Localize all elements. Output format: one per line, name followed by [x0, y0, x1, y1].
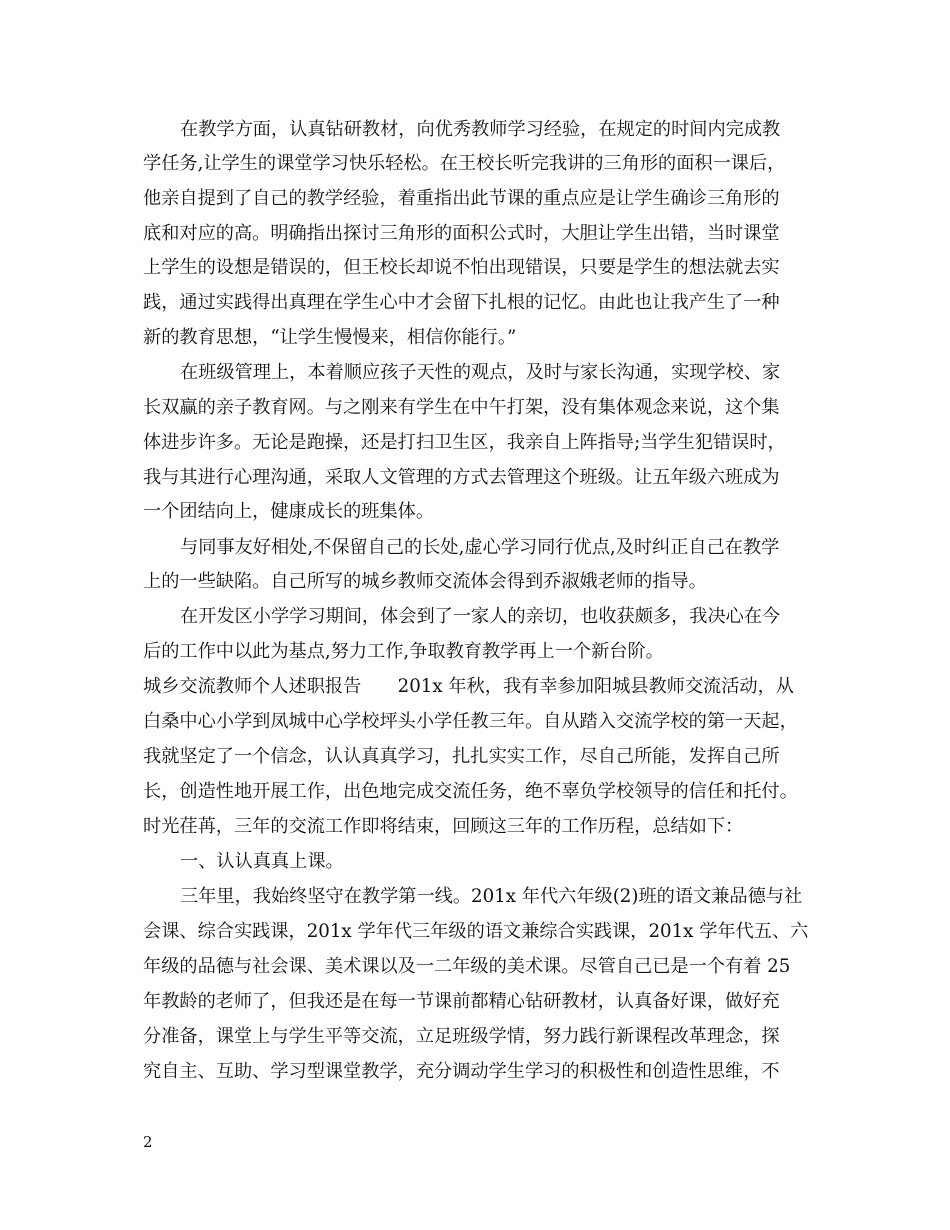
- text-line: 我就坚定了一个信念，认认真真学习，扎扎实实工作，尽自己所能，发挥自己所: [143, 746, 780, 767]
- text-line: 白桑中心小学到凤城中心学校坪头小学任教三年。自从踏入交流学校的第一天起，: [143, 711, 798, 732]
- text-line: 年教龄的老师了，但我还是在每一节课前都精心钻研教材，认真备好课，做好充: [143, 991, 780, 1012]
- text-line: 长双赢的亲子教育网。与之刚来有学生在中午打架，没有集体观念来说，这个集: [143, 397, 780, 418]
- text-line: 究自主、互助、学习型课堂教学，充分调动学生学习的积极性和创造性思维，不: [143, 1061, 780, 1082]
- text-line: 一个团结向上，健康成长的班集体。: [143, 501, 435, 522]
- section-heading: 一、认认真真上课。: [180, 851, 344, 872]
- text-line: 他亲自提到了自己的教学经验，着重指出此节课的重点应是让学生确诊三角形的: [143, 188, 780, 209]
- text-line: 体进步许多。无论是跑操，还是打扫卫生区，我亲自上阵指导;当学生犯错误时，: [143, 432, 786, 453]
- text-line: 上学生的设想是错误的，但王校长却说不怕出现错误，只要是学生的想法就去实: [143, 257, 780, 278]
- page-number: 2: [143, 1133, 153, 1151]
- text-line: 学任务,让学生的课堂学习快乐轻松。在王校长听完我讲的三角形的面积一课后，: [143, 153, 786, 174]
- text-line: 长，创造性地开展工作，出色地完成交流任务，绝不辜负学校领导的信任和托付。: [143, 781, 798, 802]
- text-line: 践，通过实践得出真理在学生心中才会留下扎根的记忆。由此也让我产生了一种: [143, 292, 780, 313]
- text-line: 分准备，课堂上与学生平等交流，立足班级学情，努力践行新课程改革理念，探: [143, 1026, 780, 1047]
- text-line: 在班级管理上，本着顺应孩子天性的观点，及时与家长沟通，实现学校、家: [180, 362, 781, 383]
- text-line: 后的工作中以此为基点,努力工作,争取教育教学再上一个新台阶。: [143, 641, 664, 662]
- text-line: 城乡交流教师个人述职报告 201x 年秋，我有幸参加阳城县教师交流活动，从: [143, 676, 794, 697]
- text-line: 我与其进行心理沟通，采取人文管理的方式去管理这个班级。让五年级六班成为: [143, 467, 780, 488]
- text-line: 年级的品德与社会课、美术课以及一二年级的美术课。尽管自己已是一个有着 25: [143, 956, 791, 977]
- text-line: 在开发区小学学习期间，体会到了一家人的亲切，也收获颇多，我决心在今: [180, 606, 781, 627]
- text-line: 在教学方面，认真钻研教材，向优秀教师学习经验，在规定的时间内完成教: [180, 119, 781, 140]
- text-line: 三年里，我始终坚守在教学第一线。201x 年代六年级(2)班的语文兼品德与社: [180, 886, 803, 907]
- text-line: 底和对应的高。明确指出探讨三角形的面积公式时，大胆让学生出错，当时课堂: [143, 223, 780, 244]
- text-line: 时光荏苒，三年的交流工作即将结束，回顾这三年的工作历程，总结如下：: [143, 816, 744, 837]
- text-line: 新的教育思想，“让学生慢慢来，相信你能行。”: [143, 327, 517, 348]
- text-line: 会课、综合实践课，201x 学年代三年级的语文兼综合实践课，201x 学年代五、六: [143, 921, 809, 942]
- text-line: 上的一些缺陷。自己所写的城乡教师交流体会得到乔淑娥老师的指导。: [143, 571, 707, 592]
- text-line: 与同事友好相处,不保留自己的长处,虚心学习同行优点,及时纠正自己在教学: [180, 537, 780, 558]
